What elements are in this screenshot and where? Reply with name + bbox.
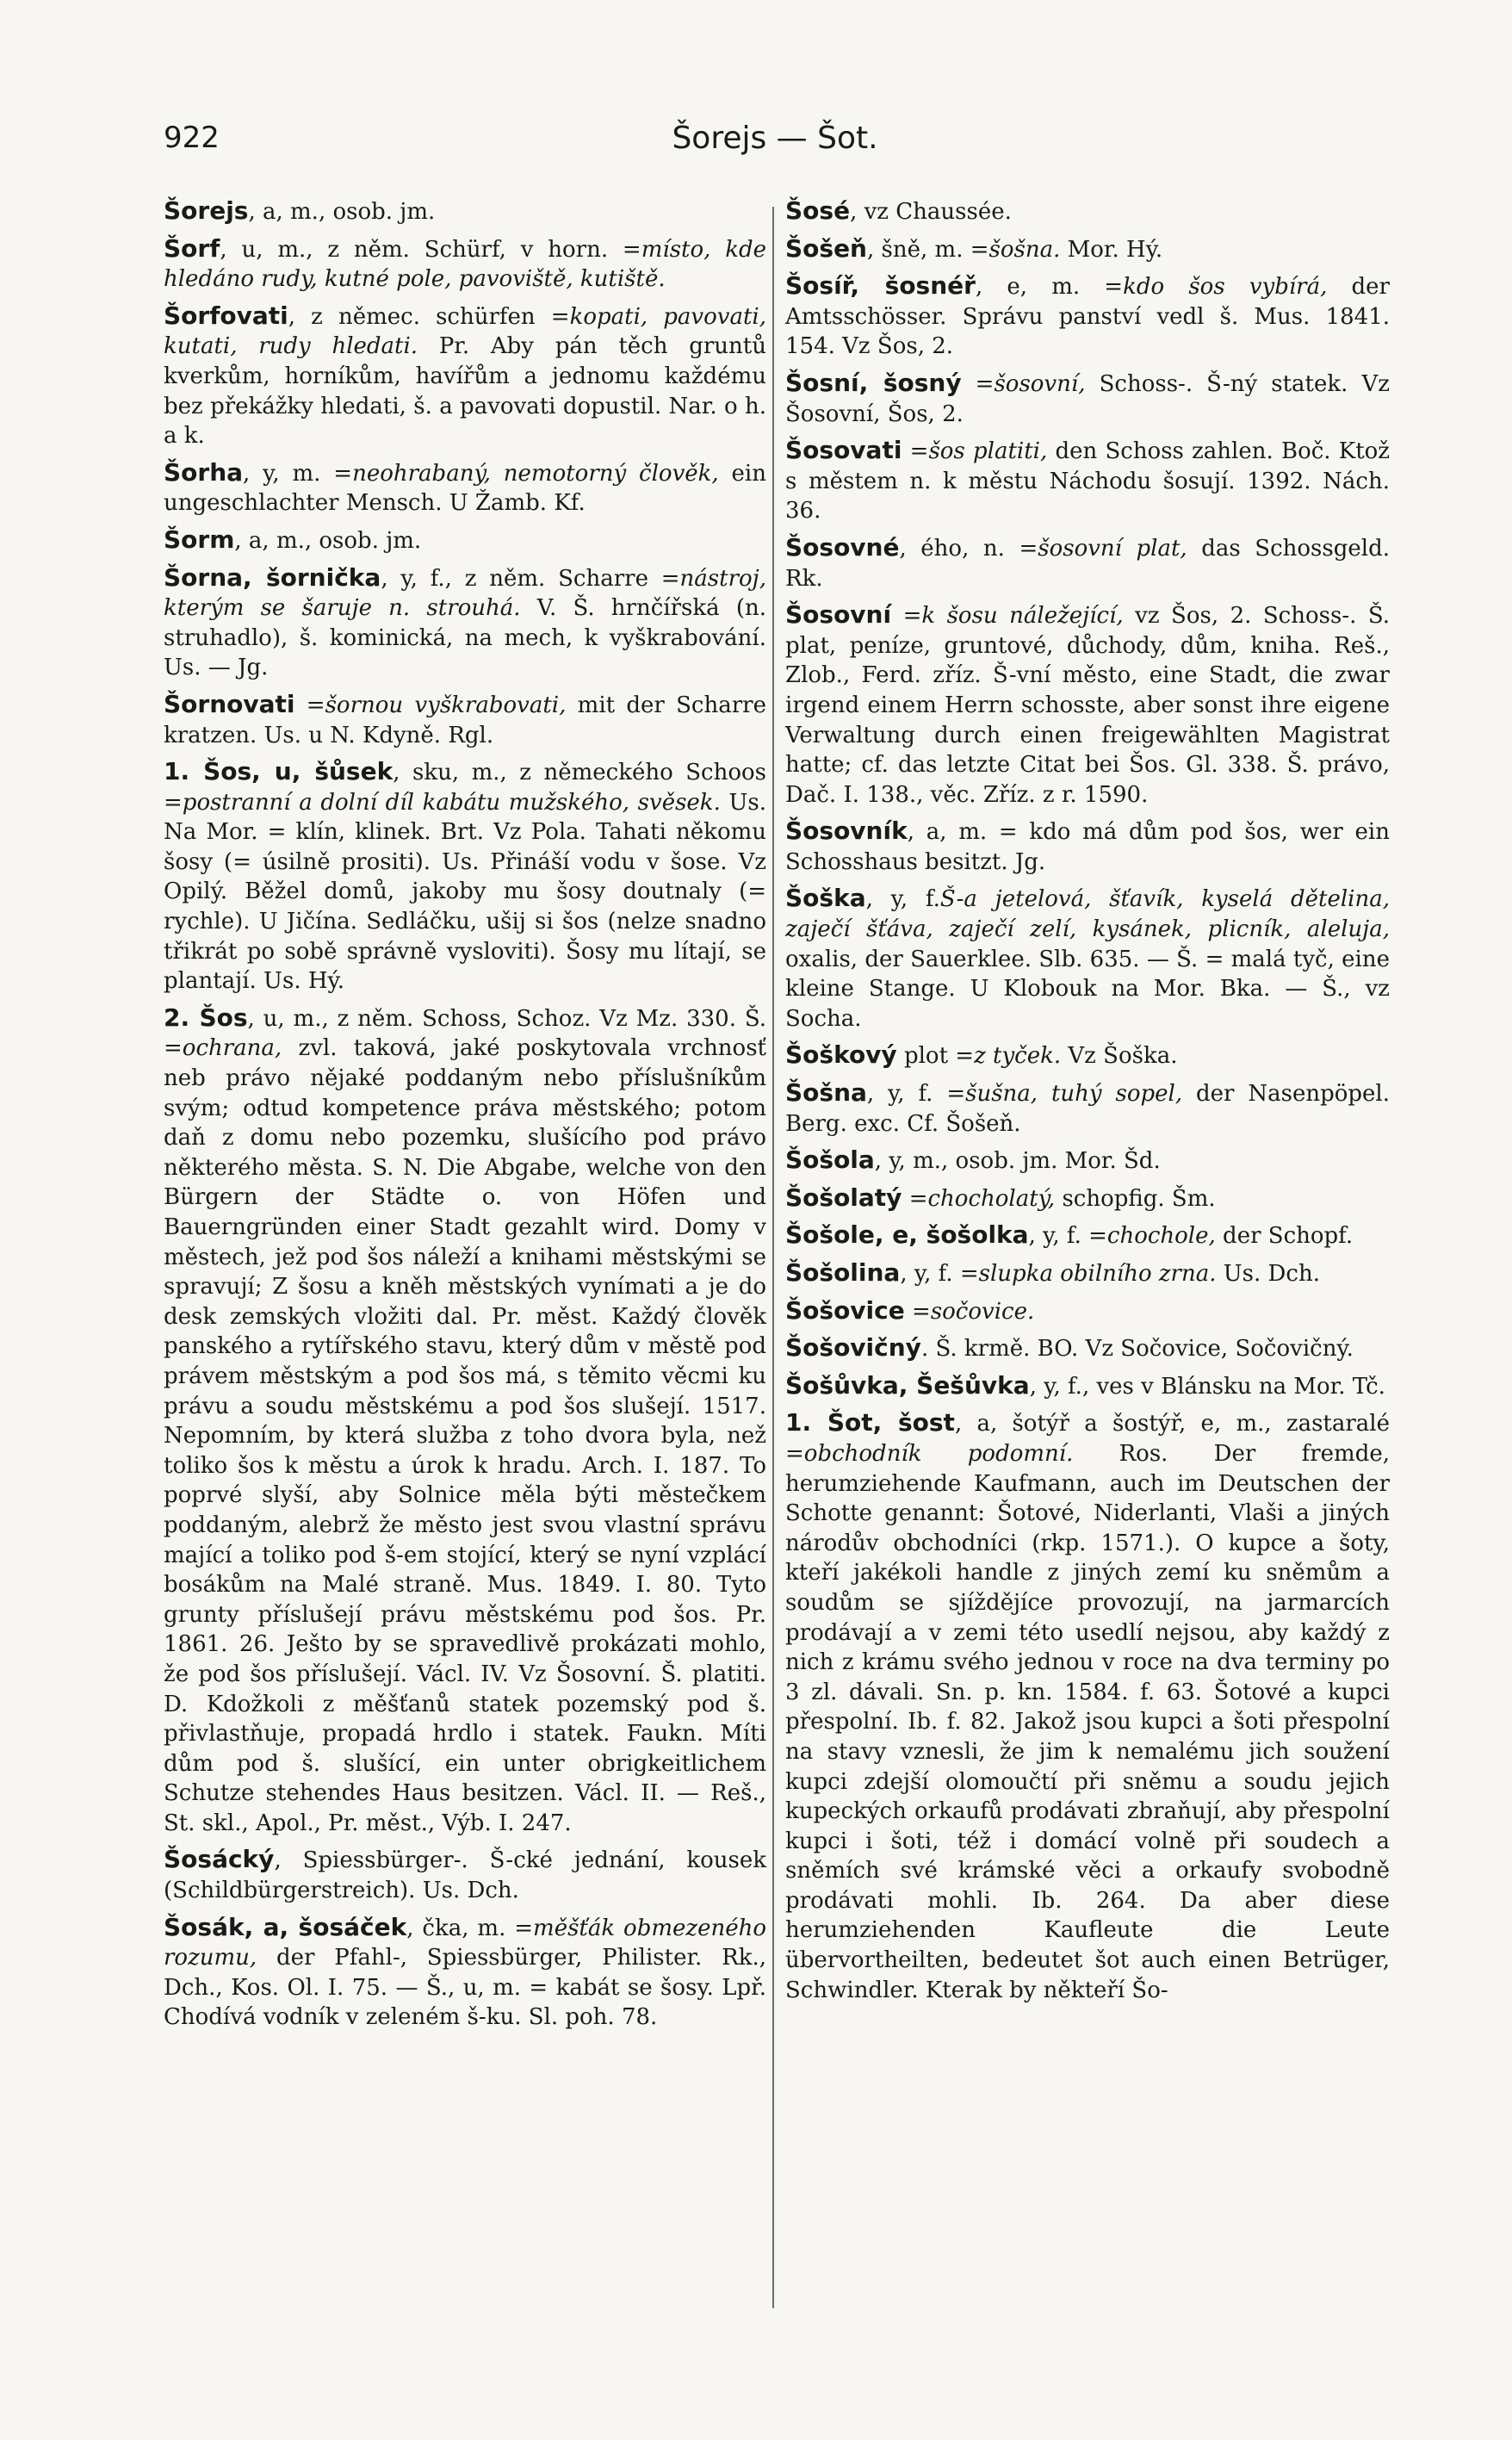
entry-definition: šušna, tuhý sopel, [965, 1081, 1183, 1108]
dictionary-entry [164, 690, 766, 750]
entry-definition: šošna. [988, 236, 1061, 263]
entry-text: , a, m., osob. jm. [248, 199, 436, 225]
dictionary-entry [785, 533, 1390, 593]
entry-text: mit der Scharre kratzen. Us. u N. Kdyně. Rgl. [164, 692, 766, 748]
dictionary-entry [164, 563, 766, 683]
entry-text: . Š. krmě. BO. Vz Sočovice, Sočovičný. [920, 1336, 1354, 1363]
entry-text: , sku, m., z německého Schoos = [164, 760, 766, 816]
entry-headword: Šosovník [785, 816, 908, 846]
dictionary-entry [785, 1333, 1390, 1364]
entry-headword: Šošole, e, šošolka [785, 1220, 1029, 1250]
dictionary-entry [785, 234, 1390, 265]
entry-headword: 1. Šot, šost [785, 1408, 955, 1437]
entry-text: , šně, m. = [867, 236, 989, 263]
entry-text: V. Š. hrnčířská (n. struhadlo), š. kominická, na mech, k vyškrabování. Us. — Jg. [164, 595, 766, 681]
dictionary-entry [164, 525, 766, 556]
dictionary-entry [785, 369, 1390, 429]
entry-definition: neohrabaný, nemotorný člověk, [352, 460, 719, 487]
dictionary-entry [164, 757, 766, 996]
entry-headword: Šoškový [785, 1040, 897, 1070]
entry-headword: Šošola [785, 1145, 875, 1175]
dictionary-entry [164, 1913, 766, 2033]
entry-text: = [891, 603, 922, 630]
dictionary-entry [785, 1220, 1390, 1251]
dictionary-entry [164, 301, 766, 451]
entry-headword: 1. Šos, u, šůsek [164, 757, 393, 786]
dictionary-entry [785, 1371, 1390, 1402]
dictionary-entry [785, 600, 1390, 810]
entry-text: , y, f., z něm. Scharre = [381, 565, 680, 592]
entry-headword: Šosíř, šosnéř [785, 271, 976, 301]
entry-headword: Šosácký [164, 1845, 275, 1874]
entry-text: Vz Šoška. [1061, 1043, 1178, 1070]
entry-headword: Šornovati [164, 689, 295, 718]
entry-definition: obchodník podomní. [803, 1440, 1074, 1467]
entry-definition: ochrana, [182, 1035, 282, 1062]
entry-text: , y, f., ves v Blánsku na Mor. Tč. [1029, 1373, 1385, 1400]
entry-text: ein ungeschlachter Mensch. U Žamb. Kf. [164, 460, 766, 517]
entry-headword: Šosní, šosný [785, 368, 962, 397]
entry-headword: Šoška [785, 884, 866, 913]
entry-headword: Šošna [785, 1078, 867, 1108]
entry-definition: k šosu náležející, [921, 603, 1124, 630]
entry-text: , u, m., z něm. Schoss, Schoz. Vz Mz. 330. Š. = [164, 1005, 766, 1062]
entry-text: das Schossgeld. Rk. [785, 535, 1390, 592]
entry-text: der Nasenpöpel. Berg. exc. Cf. Šošeň. [785, 1081, 1390, 1137]
dictionary-entry [164, 458, 766, 518]
entry-text: = [902, 438, 929, 465]
entry-text: Mor. Hý. [1060, 236, 1163, 263]
entry-definition: nástroj, kterým se šaruje n. strouhá. [164, 565, 766, 622]
entry-text: den Schoss zahlen. Boč. Ktož s městem n. k městu Náchodu šosují. 1392. Nách. 36. [785, 438, 1390, 525]
entry-text: , čka, m. = [406, 1915, 534, 1941]
dictionary-entry [164, 1845, 766, 1905]
entry-text: zvl. taková, jaké poskytovala vrchnosť neb právo nějaké poddaným nebo příslušníkům svým; odtud kompetence práva městského; potom daň z domu nebo pozemku, slušícího pod právo některého města. S. N. Die Abgabe, welche von den Bürgern der Städte o. von Höfen und Bauerngründen einer Stadt gezahlt wird. Domy v městech, jež pod šos náleží a knihami městskými se spravují; Z šosu a kněh městských vynímati a je do desk zemských vložiti dal. Pr. měst. Každý člověk panského a rytířského stavu, který dům v městě pod právem městským a pod šos má, s těmito věcmi ku právu a soudu městskému a pod šos slušejí. 1517. Nepomním, by která služba z toho dvora byla, než toliko šos k městu a úrok k hradu. Arch. I. 187. To poprvé slyší, aby Solnice měla býti městečkem poddaným, alebrž že město jest svou vlastní správu mající a toliko pod š-em stojící, který se nyní vzplácí bosákům na Malé straně. Mus. 1849. I. 80. Tyto grunty příslušejí právu městskému pod šos. Pr. 1861. 26. Ješto by se spravedlivě prokázati mohlo, že pod šos příslušejí. Václ. IV. Vz Šosovní. Š. platiti. D. Kdožkoli z měšťanů statek pozemský pod š. přivlastňuje, propadá hrdlo i statek. Faukn. Míti dům pod š. slušící, ein unter obrigkeitlichem Schutze stehendes Haus besitzen. Václ. II. — Reš., St. skl., Apol., Pr. měst., Výb. I. 247. [164, 1035, 766, 1836]
entry-text: der Amtsschösser. Správu panství vedl š. Mus. 1841. 154. Vz Šos, 2. [785, 274, 1390, 360]
entry-text: , a, m. = kdo má dům pod šos, wer ein Schosshaus besitzt. Jg. [785, 819, 1390, 875]
entry-headword: Šošovičný [785, 1333, 921, 1363]
entry-text: , y, f. = [866, 1081, 966, 1108]
entry-definition: šosovní, [994, 370, 1086, 397]
entry-text: , a, m., osob. jm. [234, 527, 422, 554]
dictionary-entry [785, 1408, 1390, 2005]
entry-definition: šosovní plat, [1038, 535, 1187, 562]
entry-text: oxalis, der Sauerklee. Slb. 635. — Š. = malá tyč, eine kleine Stange. U Klobouk na Mor. Bka. — Š., vz Socha. [785, 946, 1390, 1032]
entry-text: , ého, n. = [899, 535, 1038, 562]
entry-headword: 2. Šos [164, 1003, 248, 1032]
page-header [164, 121, 1386, 172]
dictionary-entry [785, 1183, 1390, 1214]
entry-headword: Šorejs [164, 196, 249, 225]
entry-text: Us. Dch. [1216, 1261, 1320, 1287]
entry-definition: kopati, pavovati, kutati, rudy hledati. [164, 303, 766, 360]
entry-headword: Šorm [164, 525, 235, 554]
entry-definition: místo, kde hledáno rudy, kutné pole, pavoviště, kutiště. [164, 236, 766, 293]
dictionary-entry [785, 196, 1390, 227]
dictionary-entry [785, 1258, 1390, 1289]
entry-definition: chocholatý, [927, 1185, 1056, 1212]
dictionary-entry [785, 884, 1390, 1034]
entry-text: Ros. Der fremde, herumziehende Kaufmann, auch im Deutschen der Schotte genannt: Šotové, Niderlanti, Vlaši a jiných národův obchodníci (rkp. 1571.). O kupce a šoty, kteří jakékoli handle z jiných zemí ku sněmům a soudům se sjíždějíce provozují, na jarmarcích prodávají a v zemi této usedlí nejsou, aby každý z nich z krámu svého jednou v roce na dva terminy po 3 zl. dávali. Sn. p. kn. 1584. f. 63. Šotové a kupci přespolní. Ib. f. 82. Jakož jsou kupci a šoti přespolní na stavy vznesli, že jim k nemalému jich soužení kupci zdejší olomoučtí při sněmu a soudu jejich kupeckých orkaufů prodávati zbraňují, aby přespolní kupci i šoti, též i domácí volně při soudech a sněmích své krámské věci a orkaufy svobodně prodávati mohli. Ib. 264. Da aber diese herumziehenden Kaufleute die Leute übervortheilten, bedeutet šot auch einen Betrüger, Schwindler. Kterak by někteří Šo- [785, 1440, 1390, 2003]
entry-definition: Š-a jetelová, šťavík, kyselá dětelina, zaječí šťáva, zaječí zelí, kysánek, plicník, aleluja, [785, 886, 1390, 943]
entry-definition: šos platiti, [928, 438, 1048, 465]
entry-text: , Spiessbürger-. Š-cké jednání, kousek (Schildbürgerstreich). Us. Dch. [164, 1847, 766, 1904]
running-head: Šorejs — Šot. [672, 121, 878, 156]
entry-text: der Pfahl-, Spiessbürger, Philister. Rk., Dch., Kos. Ol. I. 75. — Š., u, m. = kabát se šosy. Lpř. Chodívá vodník v zeleném š-ku. Sl. poh. 78. [164, 1945, 766, 2031]
entry-text: der Schopf. [1215, 1223, 1354, 1250]
entry-text: = [902, 1185, 928, 1212]
entry-text: , y, f. = [1028, 1223, 1107, 1250]
entry-text: schopfig. Šm. [1055, 1185, 1216, 1212]
entry-definition: z tyček. [974, 1043, 1062, 1070]
entry-text: , e, m. = [975, 274, 1124, 301]
dictionary-entry [785, 816, 1390, 877]
dictionary-entry [785, 271, 1390, 362]
entry-text: , z němec. schürfen = [288, 303, 570, 330]
entry-headword: Šošůvka, Šešůvka [785, 1370, 1030, 1400]
entry-definition: kdo šos vybírá, [1123, 274, 1328, 301]
entry-text: , y, m., osob. jm. Mor. Šd. [874, 1148, 1161, 1175]
dictionary-entry [785, 1078, 1390, 1139]
entry-headword: Šosovní [785, 600, 892, 630]
dictionary-entry [785, 1040, 1390, 1071]
entry-definition: šornou vyškrabovati, [325, 692, 567, 718]
column-divider [772, 207, 774, 2308]
entry-headword: Šošolatý [785, 1183, 902, 1212]
entry-text: , u, m., z něm. Schürf, v horn. = [220, 236, 641, 263]
entry-text: Us. Na Mor. = klín, klinek. Brt. Vz Pola. Tahati někomu šosy (= úsilně prositi). Us. Přináší vodu v šose. Vz Opilý. Běžel domů, jakoby mu šosy doutnaly (= rychle). U Jičína. Sedláčku, ušij si šos (nelze snadno třikrát po sobě správně vysloviti). Šosy mu lítají, se plantají. Us. Hý. [164, 789, 766, 995]
entry-text: , vz Chaussée. [850, 199, 1012, 225]
entry-headword: Šorf [164, 233, 220, 263]
entry-headword: Šorna, šornička [164, 562, 381, 592]
entry-text: = [294, 692, 325, 718]
entry-definition: postranní a dolní díl kabátu mužského, svěsek. [182, 789, 721, 816]
entry-text: = [904, 1298, 931, 1325]
entry-headword: Šošolina [785, 1258, 901, 1287]
entry-headword: Šosé [785, 196, 851, 225]
entry-text: , y, f. [865, 886, 940, 913]
entry-text: = [961, 370, 995, 397]
right-column [785, 196, 1390, 2012]
entry-headword: Šošeň [785, 233, 867, 263]
entry-text: , a, šotýř a šostýř, e, m., zastaralé = [785, 1411, 1390, 1467]
page-number: 922 [164, 121, 220, 155]
entry-definition: sočovice. [930, 1298, 1035, 1325]
entry-headword: Šošovice [785, 1295, 905, 1325]
dictionary-entry [164, 1003, 766, 1839]
entry-headword: Šorha [164, 457, 244, 487]
dictionary-entry [164, 196, 766, 227]
left-column [164, 196, 766, 2040]
entry-text: vz Šos, 2. Schoss-. Š. plat, peníze, gruntové, důchody, dům, kniha. Reš., Zlob., Ferd. zříz. Š-vní město, eine Stadt, die zwar irgend einem Herrn schosste, aber sonst ihre eigene Verwaltung durch einen freigewählten Magistrat hatte; cf. das letzte Citat bei Šos. Gl. 338. Š. právo, Dač. I. 138., věc. Zříz. z r. 1590. [785, 603, 1390, 808]
entry-headword: Šosovati [785, 436, 902, 465]
entry-definition: chochole, [1106, 1223, 1216, 1250]
entry-text: plot = [896, 1043, 975, 1070]
entry-text: , y, m. = [243, 460, 353, 487]
dictionary-entry [785, 436, 1390, 526]
entry-text: , y, f. = [900, 1261, 979, 1287]
entry-headword: Šosovné [785, 532, 900, 562]
dictionary-entry [785, 1145, 1390, 1177]
entry-text: Pr. Aby pán těch gruntů kverkům, horníkům, havířům a jednomu každému bez překážky hledati, š. a pavovati dopustil. Nar. o h. a k. [164, 333, 766, 450]
entry-headword: Šorfovati [164, 301, 288, 330]
entry-text: Schoss-. Š-ný statek. Vz Šosovní, Šos, 2. [785, 370, 1390, 427]
dictionary-entry [785, 1296, 1390, 1327]
entry-definition: slupka obilního zrna. [978, 1261, 1217, 1287]
entry-definition: měšťák obmezeného rozumu, [164, 1915, 767, 1971]
entry-headword: Šosák, a, šosáček [164, 1912, 407, 1941]
dictionary-entry [164, 234, 766, 295]
